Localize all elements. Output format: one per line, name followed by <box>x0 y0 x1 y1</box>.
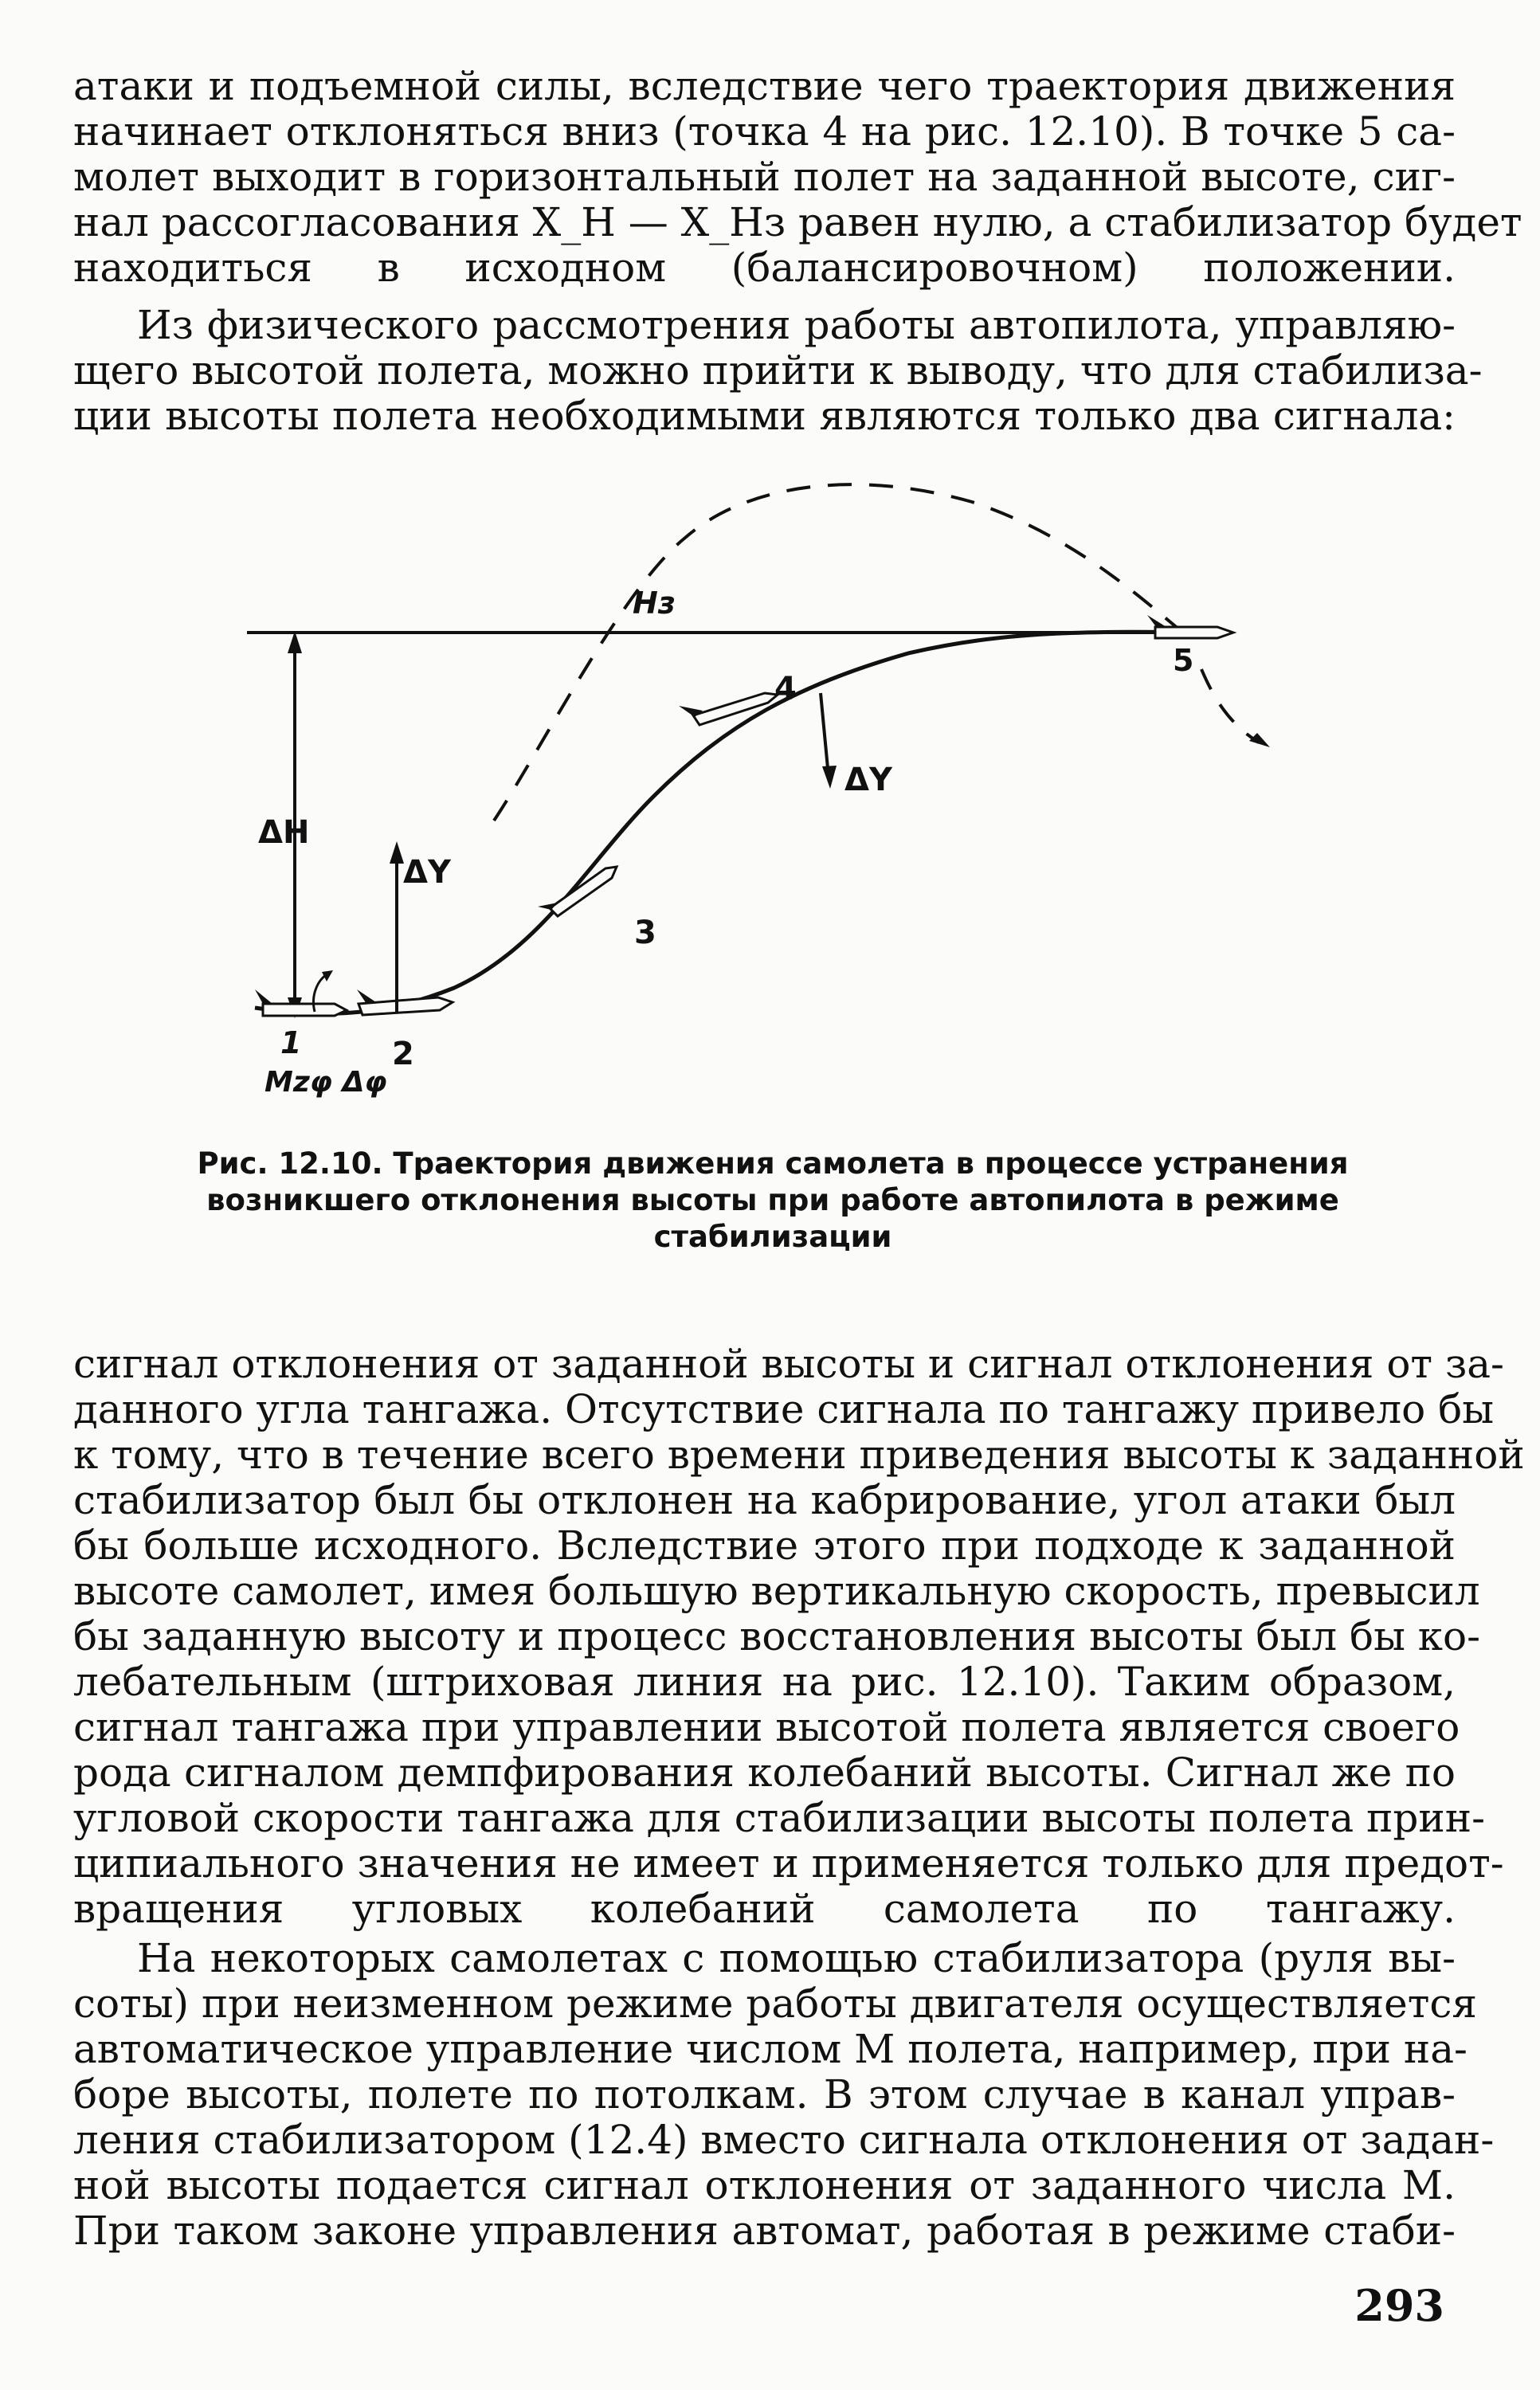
caption-line: стабилизации <box>653 1220 892 1254</box>
text-line: сигнал тангажа при управлении высотой полета является своего <box>73 1704 1460 1750</box>
text-line: лебательным (штриховая линия на рис. 12.10). Таким образом, <box>73 1659 1456 1705</box>
text-line: сигнал отклонения от заданной высоты и сигнал отклонения от за- <box>73 1341 1504 1387</box>
text-line: щего высотой полета, можно прийти к выводу, что для стабилиза- <box>73 347 1483 394</box>
aircraft-5-icon <box>1147 615 1233 638</box>
solid-trajectory-path <box>255 632 1219 1013</box>
page-number: 293 <box>1354 2280 1444 2331</box>
label-point-1: 1 <box>280 1025 302 1060</box>
label-lift-up: ΔY <box>403 854 451 891</box>
label-point-2: 2 <box>392 1036 414 1072</box>
text-line: бы заданную высоту и процесс восстановления высоты был бы ко- <box>73 1613 1481 1659</box>
text-line: Из физического рассмотрения работы автопилота, управляю- <box>137 302 1456 348</box>
paragraph-3 <box>73 1341 1525 1932</box>
text-line: На некоторых самолетах с помощью стабилизатора (руля вы- <box>137 1935 1456 1981</box>
lift-up-arrowhead <box>390 841 404 864</box>
aircraft-4-icon <box>679 693 778 725</box>
text-line: рода сигналом демпфирования колебаний высоты. Сигнал же по <box>73 1749 1456 1796</box>
label-delta-h: ΔH <box>258 814 310 851</box>
text-line: боре высоты, полете по потолкам. В этом случае в канал управ- <box>73 2071 1456 2118</box>
text-line: ции высоты полета необходимыми являются только два сигнала: <box>73 393 1456 439</box>
label-point-5: 5 <box>1173 643 1194 678</box>
lift-down-arrow-line <box>821 693 829 777</box>
label-point-3: 3 <box>634 915 656 951</box>
figure-caption <box>159 1146 1386 1256</box>
text-line: начинает отклоняться вниз (точка 4 на рис. 12.10). В точке 5 са- <box>73 108 1456 155</box>
dashed-descent-path <box>1201 669 1259 742</box>
text-line: При таком законе управления автомат, работая в режиме стаби- <box>73 2208 1456 2254</box>
text-line: соты) при неизменном режиме работы двигателя осуществляется <box>73 1981 1477 2027</box>
text-line: находиться в исходном (балансировочном) положении. <box>73 245 1456 291</box>
text-line: молет выходит в горизонтальный полет на заданной высоте, сиг- <box>73 154 1456 200</box>
label-pitch-moment: Mzφ Δφ <box>265 1066 387 1099</box>
aircraft-3-icon <box>538 867 617 916</box>
text-line: атаки и подъемной силы, вследствие чего траектория движения <box>73 63 1456 109</box>
caption-line: возникшего отклонения высоты при работе автопилота в режиме <box>206 1183 1339 1217</box>
text-line: угловой скорости тангажа для стабилизации высоты полета прин- <box>73 1795 1485 1841</box>
text-line: бы больше исходного. Вследствие этого при подходе к заданной <box>73 1522 1456 1569</box>
paragraph-2 <box>73 302 1483 439</box>
dashed-descent-arrowhead <box>1249 733 1270 747</box>
text-line: стабилизатор был бы отклонен на кабрирование, угол атаки был <box>73 1477 1456 1523</box>
trajectory-diagram <box>207 462 1338 1123</box>
text-line: вращения угловых колебаний самолета по тангажу. <box>73 1886 1456 1932</box>
text-line: ной высоты подается сигнал отклонения от заданного числа М. <box>73 2162 1456 2208</box>
text-line: автоматическое управление числом М полета, например, при на- <box>73 2026 1468 2072</box>
paragraph-1 <box>73 63 1522 291</box>
dashed-overshoot-path <box>494 484 1179 821</box>
figure-trajectory <box>207 462 1338 1123</box>
caption-line: Рис. 12.10. Траектория движения самолета в процессе устранения <box>197 1146 1349 1181</box>
text-line: высоте самолет, имея большую вертикальную скорость, превысил <box>73 1568 1480 1614</box>
text-line: данного угла тангажа. Отсутствие сигнала по тангажу привело бы <box>73 1386 1494 1432</box>
paragraph-4 <box>73 1935 1495 2254</box>
lift-down-arrowhead <box>822 766 837 789</box>
text-line: нал рассогласования X_H — X_Hз равен нулю, а стабилизатор будет <box>73 199 1522 245</box>
label-lift-down: ΔY <box>844 762 892 798</box>
delta-h-arrow-head-top <box>288 631 302 653</box>
label-target-altitude: Hз <box>633 586 676 621</box>
label-point-4: 4 <box>774 671 797 707</box>
text-line: к тому, что в течение всего времени приведения высоты к заданной <box>73 1432 1525 1478</box>
text-line: ципиального значения не имеет и применяется только для предот- <box>73 1840 1504 1887</box>
aircraft-1-icon <box>255 989 347 1016</box>
text-line: ления стабилизатором (12.4) вместо сигнала отклонения от задан- <box>73 2117 1495 2163</box>
